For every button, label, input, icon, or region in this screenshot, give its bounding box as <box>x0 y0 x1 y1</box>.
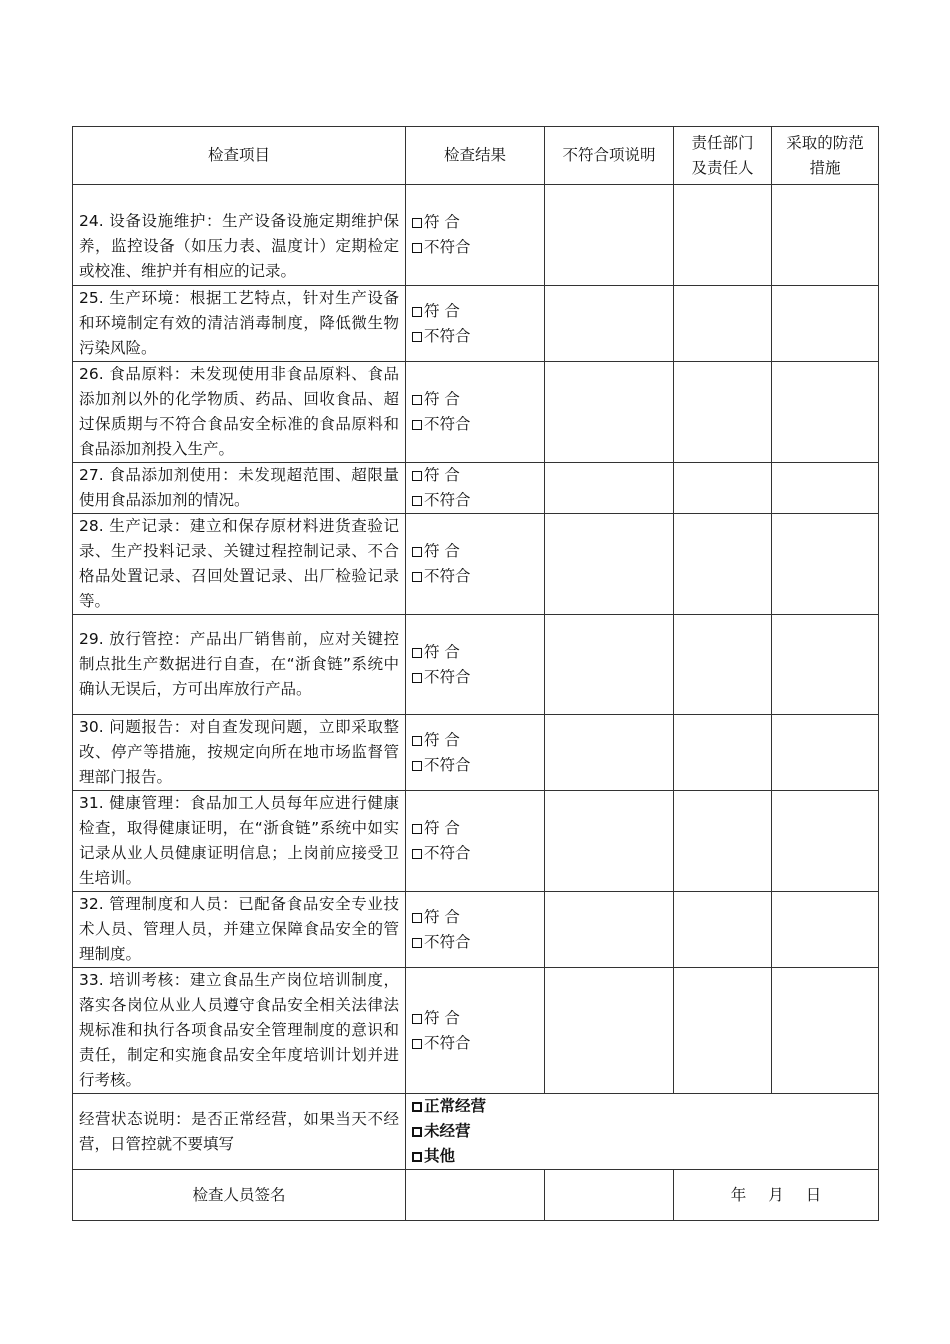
checkbox-icon[interactable] <box>412 1102 422 1112</box>
option-nonconform[interactable] <box>412 564 538 589</box>
checkbox-icon[interactable] <box>412 243 422 253</box>
option-conform[interactable] <box>412 728 538 753</box>
measures-cell[interactable] <box>772 185 879 286</box>
signature-row <box>73 1170 879 1221</box>
inspection-table <box>72 126 879 1221</box>
option-conform-label: 符 合 <box>424 301 460 320</box>
check-item: 33. 培训考核：建立食品生产岗位培训制度，落实各岗位从业人员遵守食品安全相关法律法规标准和执行各项食品安全管理制度的意识和责任，制定和实施食品安全年度培训计划并进行考核。 <box>73 968 406 1094</box>
check-result <box>406 892 545 968</box>
check-item: 31. 健康管理：食品加工人员每年应进行健康检查，取得健康证明，在“浙食链”系统中如实记录从业人员健康证明信息；上岗前应接受卫生培训。 <box>73 791 406 892</box>
check-result <box>406 791 545 892</box>
option-nonconform-label: 不符合 <box>424 667 471 686</box>
responsible-cell[interactable] <box>674 892 772 968</box>
signature-cell[interactable] <box>406 1170 545 1221</box>
option-conform[interactable] <box>412 640 538 665</box>
option-conform-label: 符 合 <box>424 213 460 231</box>
checkbox-icon[interactable] <box>412 1152 422 1162</box>
measures-cell[interactable] <box>772 514 879 615</box>
option-nonconform-label: 不符合 <box>424 491 471 509</box>
checkbox-icon[interactable] <box>412 761 422 771</box>
checkbox-icon[interactable] <box>412 471 422 481</box>
responsible-cell[interactable] <box>674 286 772 362</box>
table-row <box>73 615 879 715</box>
check-result <box>406 968 545 1094</box>
signature-label: 检查人员签名 <box>73 1170 406 1221</box>
check-item: 25. 生产环境：根据工艺特点，针对生产设备和环境制定有效的清洁消毒制度，降低微生物污染风险。 <box>73 286 406 362</box>
measures-cell[interactable] <box>772 715 879 791</box>
checkbox-icon[interactable] <box>412 1039 422 1049</box>
measures-cell[interactable] <box>772 968 879 1094</box>
checkbox-icon[interactable] <box>412 1127 422 1137</box>
responsible-cell[interactable] <box>674 968 772 1094</box>
check-result <box>406 185 545 286</box>
checkbox-icon[interactable] <box>412 824 422 834</box>
check-item: 30. 问题报告：对自查发现问题，立即采取整改、停产等措施，按规定向所在地市场监督管理部门报告。 <box>73 715 406 791</box>
measures-cell[interactable] <box>772 615 879 715</box>
status-option[interactable] <box>412 1094 872 1119</box>
check-result <box>406 463 545 514</box>
checkbox-icon[interactable] <box>412 332 422 342</box>
responsible-cell[interactable] <box>674 463 772 514</box>
status-option-label: 正常经营 <box>424 1097 487 1115</box>
checkbox-icon[interactable] <box>412 496 422 506</box>
responsible-cell[interactable] <box>674 514 772 615</box>
option-nonconform-label: 不符合 <box>424 1033 471 1052</box>
check-item: 32. 管理制度和人员：已配备食品安全专业技术人员、管理人员，并建立保障食品安全的管理制度。 <box>73 892 406 968</box>
header-measures <box>772 127 879 185</box>
table-row <box>73 362 879 463</box>
responsible-cell[interactable] <box>674 362 772 463</box>
nonconformity-cell[interactable] <box>545 185 674 286</box>
signature-cell[interactable] <box>545 1170 674 1221</box>
header-row <box>73 127 879 185</box>
option-nonconform[interactable] <box>412 665 538 690</box>
option-nonconform[interactable] <box>412 235 538 260</box>
responsible-cell[interactable] <box>674 185 772 286</box>
option-nonconform[interactable] <box>412 324 538 349</box>
option-conform-label: 符 合 <box>424 819 460 837</box>
business-status-row <box>73 1094 879 1170</box>
nonconformity-cell[interactable] <box>545 968 674 1094</box>
measures-cell[interactable] <box>772 362 879 463</box>
table-row <box>73 185 879 286</box>
responsible-cell[interactable] <box>674 615 772 715</box>
option-nonconform-label: 不符合 <box>424 932 471 951</box>
checkbox-icon[interactable] <box>412 218 422 228</box>
nonconformity-cell[interactable] <box>545 892 674 968</box>
status-option-label: 未经营 <box>424 1122 471 1140</box>
nonconformity-cell[interactable] <box>545 286 674 362</box>
option-conform[interactable] <box>412 539 538 564</box>
checkbox-icon[interactable] <box>412 648 422 658</box>
header-measures-line2: 措施 <box>809 158 841 177</box>
checkbox-icon[interactable] <box>412 572 422 582</box>
option-conform[interactable] <box>412 299 538 324</box>
header-responsible-line1: 责任部门 <box>691 133 754 152</box>
check-item: 26. 食品原料：未发现使用非食品原料、食品添加剂以外的化学物质、药品、回收食品、超过保质期与不符合食品安全标准的食品原料和食品添加剂投入生产。 <box>73 362 406 463</box>
header-responsible <box>674 127 772 185</box>
nonconformity-cell[interactable] <box>545 615 674 715</box>
checkbox-icon[interactable] <box>412 673 422 683</box>
check-item: 24. 设备设施维护：生产设备设施定期维护保养，监控设备（如压力表、温度计）定期检定或校准、维护并有相应的记录。 <box>73 185 406 286</box>
checkbox-icon[interactable] <box>412 307 422 317</box>
option-nonconform-label: 不符合 <box>424 844 471 862</box>
signature-date[interactable] <box>674 1170 879 1221</box>
check-result <box>406 715 545 791</box>
checkbox-icon[interactable] <box>412 1014 422 1024</box>
option-conform-label: 符 合 <box>424 466 460 484</box>
check-result <box>406 362 545 463</box>
table-row <box>73 791 879 892</box>
header-nonconformity: 不符合项说明 <box>545 127 674 185</box>
option-conform-label: 符 合 <box>424 542 460 560</box>
nonconformity-cell[interactable] <box>545 791 674 892</box>
option-nonconform[interactable] <box>412 753 538 778</box>
table-row <box>73 968 879 1094</box>
date-month: 月 <box>768 1185 784 1204</box>
option-nonconform-label: 不符合 <box>424 326 471 345</box>
measures-cell[interactable] <box>772 463 879 514</box>
nonconformity-cell[interactable] <box>545 715 674 791</box>
checkbox-icon[interactable] <box>412 395 422 405</box>
table-row <box>73 514 879 615</box>
responsible-cell[interactable] <box>674 715 772 791</box>
table-row <box>73 715 879 791</box>
checkbox-icon[interactable] <box>412 547 422 557</box>
option-nonconform[interactable] <box>412 488 538 513</box>
check-item: 29. 放行管控：产品出厂销售前，应对关键控制点批生产数据进行自查，在“浙食链”系统中确认无误后，方可出库放行产品。 <box>73 615 406 715</box>
table-row <box>73 286 879 362</box>
header-result: 检查结果 <box>406 127 545 185</box>
option-conform-label: 符 合 <box>424 642 460 661</box>
status-option-label: 其他 <box>424 1147 456 1165</box>
table-row <box>73 463 879 514</box>
option-conform[interactable] <box>412 816 538 841</box>
option-nonconform[interactable] <box>412 930 538 955</box>
option-nonconform[interactable] <box>412 1031 538 1056</box>
option-conform[interactable] <box>412 210 538 235</box>
nonconformity-cell[interactable] <box>545 514 674 615</box>
responsible-cell[interactable] <box>674 791 772 892</box>
option-conform-label: 符 合 <box>424 1008 460 1027</box>
nonconformity-cell[interactable] <box>545 463 674 514</box>
option-conform-label: 符 合 <box>424 730 460 749</box>
check-item: 27. 食品添加剂使用：未发现超范围、超限量使用食品添加剂的情况。 <box>73 463 406 514</box>
option-conform[interactable] <box>412 905 538 930</box>
date-year: 年 <box>730 1185 747 1204</box>
option-nonconform[interactable] <box>412 841 538 866</box>
check-result <box>406 514 545 615</box>
checkbox-icon[interactable] <box>412 938 422 948</box>
option-conform[interactable] <box>412 463 538 488</box>
checkbox-icon[interactable] <box>412 913 422 923</box>
business-status-label: 经营状态说明：是否正常经营，如果当天不经营，日管控就不要填写 <box>73 1094 406 1170</box>
header-responsible-line2: 及责任人 <box>691 158 754 177</box>
option-nonconform-label: 不符合 <box>424 415 471 433</box>
checkbox-icon[interactable] <box>412 849 422 859</box>
option-nonconform-label: 不符合 <box>424 567 471 585</box>
option-nonconform-label: 不符合 <box>424 238 471 256</box>
business-status-options <box>406 1094 879 1170</box>
checkbox-icon[interactable] <box>412 420 422 430</box>
check-result <box>406 286 545 362</box>
checkbox-icon[interactable] <box>412 736 422 746</box>
option-nonconform[interactable] <box>412 412 538 437</box>
status-option[interactable] <box>412 1119 872 1144</box>
check-item: 28. 生产记录：建立和保存原材料进货查验记录、生产投料记录、关键过程控制记录、不合格品处置记录、召回处置记录、出厂检验记录等。 <box>73 514 406 615</box>
measures-cell[interactable] <box>772 791 879 892</box>
measures-cell[interactable] <box>772 286 879 362</box>
option-conform-label: 符 合 <box>424 390 460 408</box>
option-nonconform-label: 不符合 <box>424 755 471 774</box>
header-item: 检查项目 <box>73 127 406 185</box>
option-conform-label: 符 合 <box>424 907 460 926</box>
option-conform[interactable] <box>412 387 538 412</box>
option-conform[interactable] <box>412 1006 538 1031</box>
measures-cell[interactable] <box>772 892 879 968</box>
date-day: 日 <box>805 1185 822 1204</box>
nonconformity-cell[interactable] <box>545 362 674 463</box>
table-row <box>73 892 879 968</box>
header-measures-line1: 采取的防范 <box>786 133 864 152</box>
status-option[interactable] <box>412 1144 872 1169</box>
check-result <box>406 615 545 715</box>
